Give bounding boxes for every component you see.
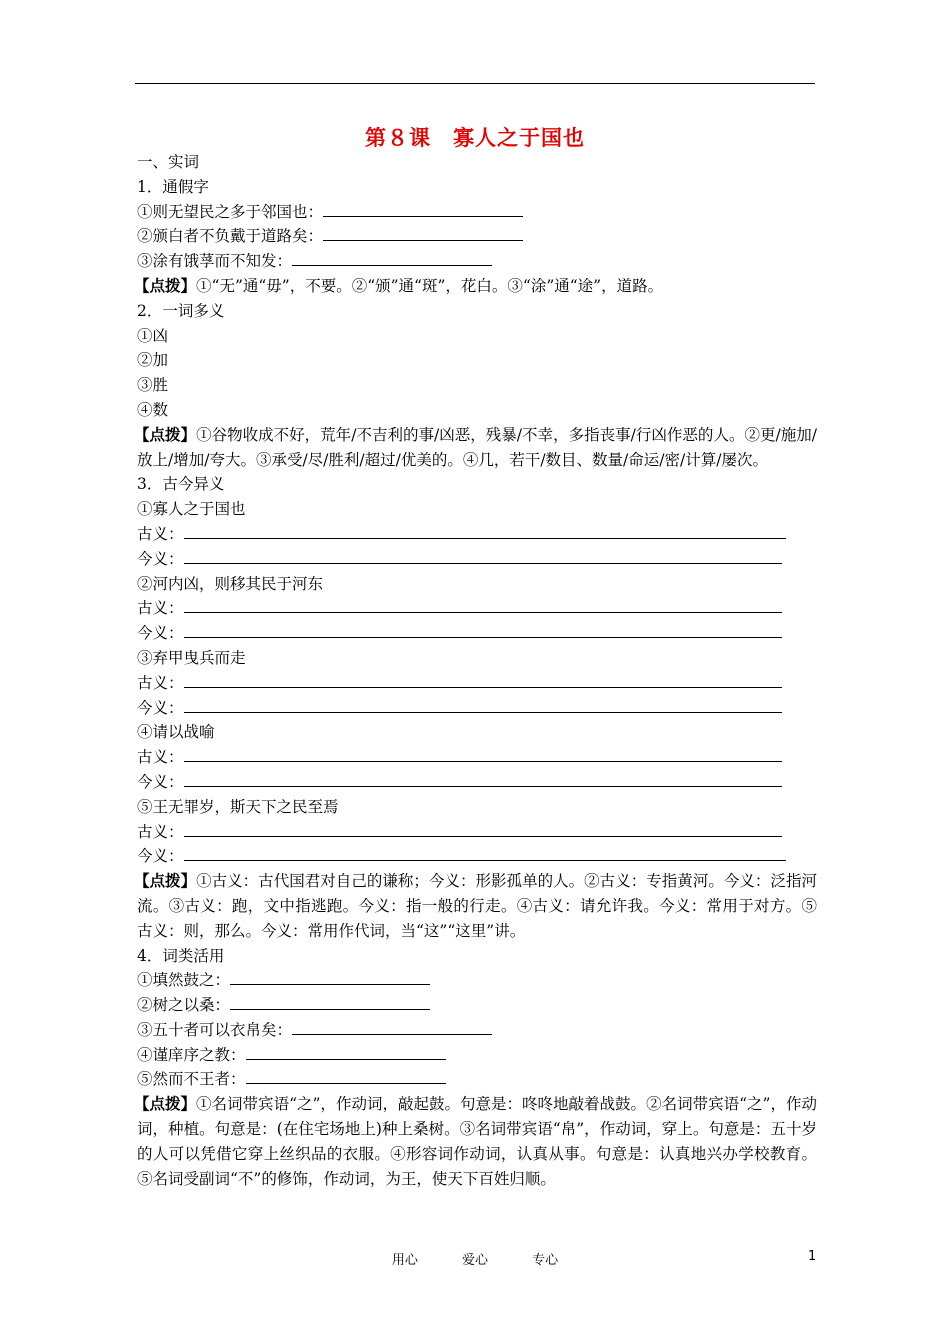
header-rule [135, 83, 815, 84]
subsection-heading: 3．古今异义 [137, 475, 225, 494]
hint-note: 【点拨】①谷物收成不好，荒年/不吉利的事/凶恶，残暴/不幸，多指丧事/行凶作恶的人。②更/施加/放上/增加/夸大。③承受/尽/胜利/超过/优美的。④几，若干/数目、数量/命运/密/计算/屡次。 [134, 424, 817, 469]
answer-blank[interactable] [184, 523, 786, 539]
answer-blank[interactable] [292, 1019, 492, 1035]
jin-line: 今义： [137, 696, 817, 721]
answer-blank[interactable] [184, 821, 782, 837]
answer-blank[interactable] [184, 771, 782, 787]
list-item: ③五十者可以衣帛矣： [137, 1018, 817, 1043]
answer-blank[interactable] [184, 622, 782, 638]
answer-blank[interactable] [246, 1068, 446, 1084]
list-item: ③涂有饿莩而不知发： [137, 249, 817, 274]
list-item: ④数 [137, 400, 169, 419]
list-item: ①凶 [137, 326, 169, 345]
subsection-heading: 2．一词多义 [137, 301, 225, 320]
hint-note: 【点拨】①古义：古代国君对自己的谦称；今义：形影孤单的人。②古义：专指黄河。今义：泛指河流。③古义：跑，文中指逃跑。今义：指一般的行走。④古义：请允许我。今义：常用于对方。⑤古义：则，那么。今义：常用作代词，当“这”“这里”讲。 [134, 871, 817, 940]
footer-text: 用心 [391, 1253, 418, 1268]
list-item: ④谨庠序之教： [137, 1043, 817, 1068]
footer-text: 爱心 [461, 1253, 488, 1268]
list-item: ②河内凶，则移其民于河东 [137, 574, 324, 593]
answer-blank[interactable] [184, 746, 782, 762]
list-item: ①则无望民之多于邻国也： [137, 200, 817, 225]
answer-blank[interactable] [184, 672, 782, 688]
gu-line: 古义： [137, 522, 817, 547]
jin-line: 今义： [137, 844, 817, 869]
subsection-heading: 1．通假字 [137, 177, 209, 196]
footer-text: 专心 [532, 1253, 559, 1268]
gu-line: 古义： [137, 820, 817, 845]
list-item: ①寡人之于国也 [137, 500, 246, 519]
list-item: ②树之以桑： [137, 993, 817, 1018]
list-item: ②颁白者不负戴于道路矣： [137, 224, 817, 249]
answer-blank[interactable] [184, 845, 786, 861]
list-item: ④请以战喻 [137, 723, 215, 742]
answer-blank[interactable] [184, 548, 782, 564]
gu-line: 古义： [137, 745, 817, 770]
subsection-heading: 4．词类活用 [137, 946, 225, 965]
jin-line: 今义： [137, 547, 817, 572]
list-item: ⑤王无罪岁，斯天下之民至焉 [137, 797, 339, 816]
jin-line: 今义： [137, 770, 817, 795]
answer-blank[interactable] [323, 225, 523, 241]
answer-blank[interactable] [292, 250, 492, 266]
document-body [134, 150, 817, 1191]
page-number: 1 [808, 1249, 817, 1264]
list-item: ⑤然而不王者： [137, 1067, 817, 1092]
page-title: 第８课 寡人之于国也 [365, 126, 585, 150]
list-item: ③胜 [137, 376, 169, 395]
jin-line: 今义： [137, 621, 817, 646]
list-item: ②加 [137, 351, 169, 370]
answer-blank[interactable] [230, 969, 430, 985]
answer-blank[interactable] [246, 1044, 446, 1060]
answer-blank[interactable] [323, 201, 523, 217]
answer-blank[interactable] [184, 697, 782, 713]
answer-blank[interactable] [184, 597, 782, 613]
hint-note: 【点拨】①“无”通“毋”，不要。②“颁”通“斑”，花白。③“涂”通“途”，道路。 [134, 275, 664, 295]
gu-line: 古义： [137, 671, 817, 696]
list-item: ③弃甲曳兵而走 [137, 648, 246, 667]
gu-line: 古义： [137, 596, 817, 621]
answer-blank[interactable] [230, 994, 430, 1010]
list-item: ①填然鼓之： [137, 968, 817, 993]
hint-note: 【点拨】①名词带宾语“之”，作动词，敲起鼓。句意是：咚咚地敲着战鼓。②名词带宾语“之”，作动词，种植。句意是：(在住宅场地上)种上桑树。③名词带宾语“帛”，作动词，穿上。句意是：五十岁的人可以凭借它穿上丝织品的衣服。④形容词作动词，认真从事。句意是：认真地兴办学校教育。⑤名词受副词“不”的修饰，作动词，为王，使天下百姓归顺。 [134, 1094, 817, 1188]
section-heading: 一、实词 [137, 153, 200, 171]
